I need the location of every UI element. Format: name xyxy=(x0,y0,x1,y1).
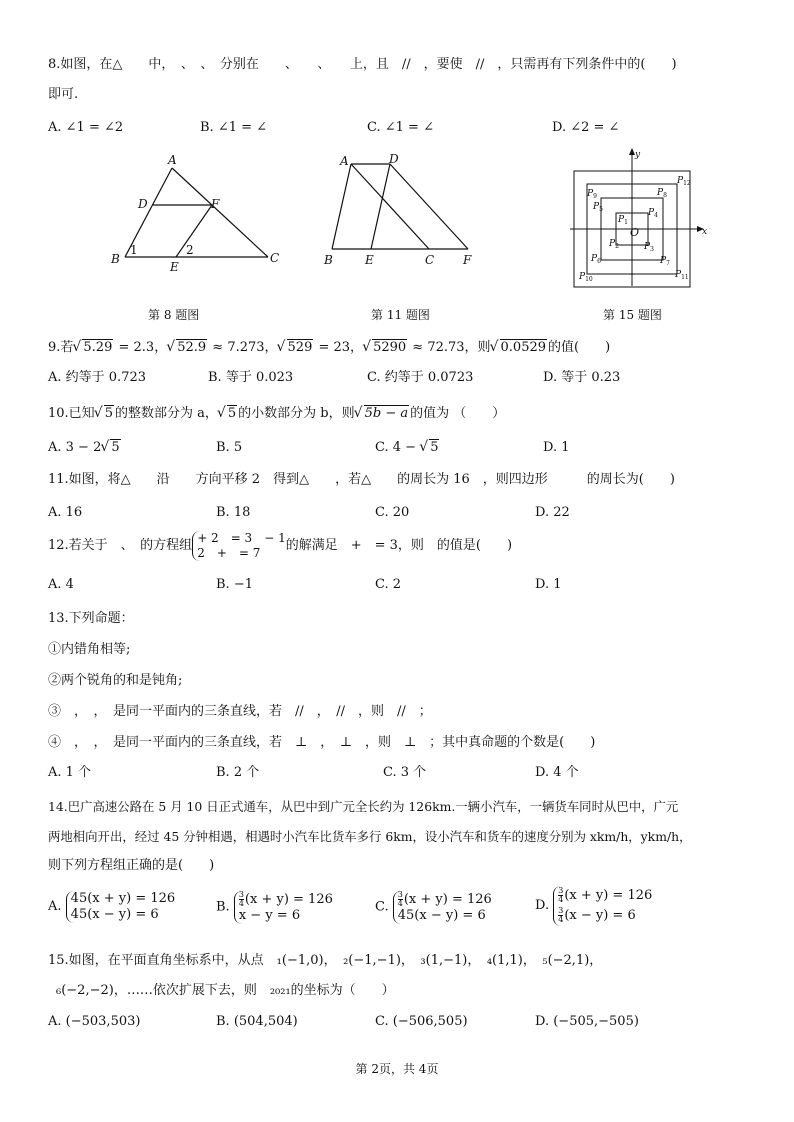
q15-option-d: D. (−505,−505) xyxy=(535,1014,639,1029)
q10-stem xyxy=(48,405,505,423)
fig11-label-d: D xyxy=(389,152,399,166)
q9-text-1: = 2.3， xyxy=(114,340,168,355)
q9-option-d: D. 等于 0.23 xyxy=(543,370,621,385)
q9-text-2: ≈ 7.273， xyxy=(208,340,278,355)
fig11-label-a: A xyxy=(340,154,349,168)
fig15-label-p11: $P_{11}$ xyxy=(675,270,689,281)
q14-option-b: B. $\frac{3}{4}$ (x + y) = 126 x − y = 6 xyxy=(216,890,333,923)
fig15-caption: 第 15 题图 xyxy=(603,308,662,322)
fig15-label-p6: $P_6$ xyxy=(591,254,601,265)
q13-item-3: ③ ， ， 是同一平面内的三条直线，若 // ， // ，则 // ； xyxy=(48,704,432,719)
q10-text-1: 的整数部分为 a， xyxy=(114,406,218,421)
fig8-label-d: D xyxy=(138,197,148,211)
q8-option-a: A. ∠1 = ∠2 xyxy=(48,120,124,135)
q12-option-b: B. −1 xyxy=(216,577,253,592)
q13-item-4: ④ ， ， 是同一平面内的三条直线，若 ⊥ ， ⊥ ，则 ⊥ ；其中真命题的个数是( ) xyxy=(48,735,596,750)
q15-option-c: C. (−506,505) xyxy=(375,1014,468,1029)
fig15-label-p10: $P_{10}$ xyxy=(579,272,593,283)
figure-15 xyxy=(568,146,718,291)
q8-option-b: B. ∠1 = ∠ xyxy=(200,120,268,135)
q11-stem: 11.如图，将△ 沿 方向平移 2 得到△ ，若△ 的周长为 16 ，则四边形 的周长为( ) xyxy=(48,472,675,487)
q15-option-b: B. (504,504) xyxy=(216,1014,298,1029)
q8-option-c: C. ∠1 = ∠ xyxy=(367,120,434,135)
q10-option-a: A. 3 − 2√ 5 xyxy=(48,439,122,457)
page-footer: 第 2页，共 4页 xyxy=(355,1062,439,1076)
sqrt-52-9: √ 52.9 xyxy=(167,339,207,357)
fig15-label-p2: $P_2$ xyxy=(609,239,619,250)
q11-option-a: A. 16 xyxy=(48,505,83,520)
sqrt-5290: √ 5290 xyxy=(363,339,407,357)
fig15-label-x: x xyxy=(702,227,708,237)
q13-option-b: B. 2 个 xyxy=(216,765,260,780)
q13-title: 13.下列命题： xyxy=(48,611,134,626)
q8-stem-line2: 即可. xyxy=(48,87,79,102)
q14-stem-line3: 则下列方程组正确的是( ) xyxy=(48,858,215,873)
fig15-label-p9: $P_9$ xyxy=(587,189,597,200)
q10-prefix: 10.已知 xyxy=(48,406,95,421)
q9-stem xyxy=(48,339,610,357)
q8-stem-line1: 8.如图，在△ 中， 、 、 分别在 、 、 上，且 // ，要使 // ，只需再有下列条件中的( ) xyxy=(48,57,677,72)
q9-text-3: = 23， xyxy=(314,340,364,355)
q14-stem-line1: 14.巴广高速公路在 5 月 10 日正式通车，从巴中到广元全长约为 126km.一辆小汽车，一辆货车同时从巴中，广元 xyxy=(48,799,679,814)
fig15-label-y: y xyxy=(635,150,641,160)
fig8-caption: 第 8 题图 xyxy=(148,308,200,322)
q9-prefix: 9.若 xyxy=(48,340,74,355)
fig15-label-p7: $P_7$ xyxy=(660,256,670,267)
q8-option-d: D. ∠2 = ∠ xyxy=(552,120,620,135)
q12-option-c: C. 2 xyxy=(375,577,402,592)
q12-suffix: 的解满足 + = 3，则 的值是( ) xyxy=(285,538,513,553)
fig15-label-o: O xyxy=(630,226,640,239)
q12-system: + 2 = 3 − 1 2 + = 7 xyxy=(192,531,286,561)
fig11-label-e: E xyxy=(365,253,374,267)
q9-text-5: 的值( ) xyxy=(548,340,611,355)
q9-option-a: A. 约等于 0.723 xyxy=(48,370,147,385)
q14-option-d: D. $\frac{3}{4}$ (x + y) = 126 $\frac{3}{4}$ (x − y) = 6 xyxy=(535,886,653,924)
q9-text-4: ≈ 72.73，则 xyxy=(408,340,491,355)
fig15-label-p8: $P_8$ xyxy=(657,188,667,199)
q13-item-1: ①内错角相等; xyxy=(48,642,131,657)
fig15-label-p5: $P_5$ xyxy=(593,202,603,213)
q12-prefix: 12.若关于 、 的方程组 xyxy=(48,538,193,553)
q14-option-a: A. 45(x + y) = 126 45(x − y) = 6 xyxy=(48,891,176,922)
sqrt-529: √ 529 xyxy=(278,339,314,357)
fig11-caption: 第 11 题图 xyxy=(371,308,430,322)
q10-option-d: D. 1 xyxy=(543,440,570,455)
sqrt-5-b: √ 5 xyxy=(218,405,237,423)
q9-option-b: B. 等于 0.023 xyxy=(208,370,294,385)
q12-option-d: D. 1 xyxy=(535,577,562,592)
q14-option-c: C. $\frac{3}{4}$ (x + y) = 126 45(x − y) = 6 xyxy=(375,890,492,923)
sqrt-0-0529: √ 0.0529 xyxy=(491,339,548,357)
fig11-label-c: C xyxy=(425,253,435,267)
fig11-label-f: F xyxy=(463,253,472,267)
q10-option-b: B. 5 xyxy=(216,440,243,455)
fig8-label-b: B xyxy=(111,252,120,266)
q11-option-b: B. 18 xyxy=(216,505,251,520)
q10-option-c: C. 4 − √ 5 xyxy=(375,439,440,457)
fig15-label-p3: $P_3$ xyxy=(644,242,654,253)
q15-stem-line1: 15.如图，在平面直角坐标系中，从点 ₁(−1,0)， ₂(−1,−1)， ₃(1,−1)， ₄(1,1)， ₅(−2,1)， xyxy=(48,953,603,968)
sqrt-5b-minus-a: √ 5b − a xyxy=(355,405,410,423)
q15-option-a: A. (−503,503) xyxy=(48,1014,141,1029)
q10-text-3: 的值为 （ ） xyxy=(410,406,506,421)
figure-8 xyxy=(108,150,288,275)
fig8-label-2: 2 xyxy=(186,243,194,257)
fig8-label-a: A xyxy=(168,153,177,167)
q13-option-a: A. 1 个 xyxy=(48,765,92,780)
fig8-label-1: 1 xyxy=(130,243,138,257)
sqrt-5-29: √ 5.29 xyxy=(73,339,113,357)
fig15-label-p1: $P_1$ xyxy=(618,215,628,226)
q10-text-2: 的小数部分为 b，则 xyxy=(238,406,355,421)
q12-option-a: A. 4 xyxy=(48,577,74,592)
q12-stem xyxy=(48,531,512,561)
fig15-label-p12: $P_{12}$ xyxy=(677,176,691,187)
fig15-label-p4: $P_4$ xyxy=(648,208,658,219)
q11-option-d: D. 22 xyxy=(535,505,570,520)
fig11-label-b: B xyxy=(324,253,333,267)
q11-option-c: C. 20 xyxy=(375,505,410,520)
q9-option-c: C. 约等于 0.0723 xyxy=(367,370,474,385)
q13-option-d: D. 4 个 xyxy=(535,765,579,780)
sqrt-5-a: √ 5 xyxy=(95,405,114,423)
figure-11 xyxy=(318,150,488,275)
q13-item-2: ②两个锐角的和是钝角; xyxy=(48,673,183,688)
q14-stem-line2: 两地相向开出，经过 45 分钟相遇，相遇时小汽车比货车多行 6km，设小汽车和货车的速度分别为 xkm/h，ykm/h， xyxy=(48,829,692,844)
fig8-label-e: E xyxy=(170,260,179,274)
fig8-label-f: F xyxy=(211,197,220,211)
fig8-label-c: C xyxy=(270,251,280,265)
q13-option-c: C. 3 个 xyxy=(383,765,427,780)
q15-stem-line2: ₆(−2,−2)，……依次扩展下去，则 ₂₀₂₁的坐标为（ ） xyxy=(56,983,395,998)
